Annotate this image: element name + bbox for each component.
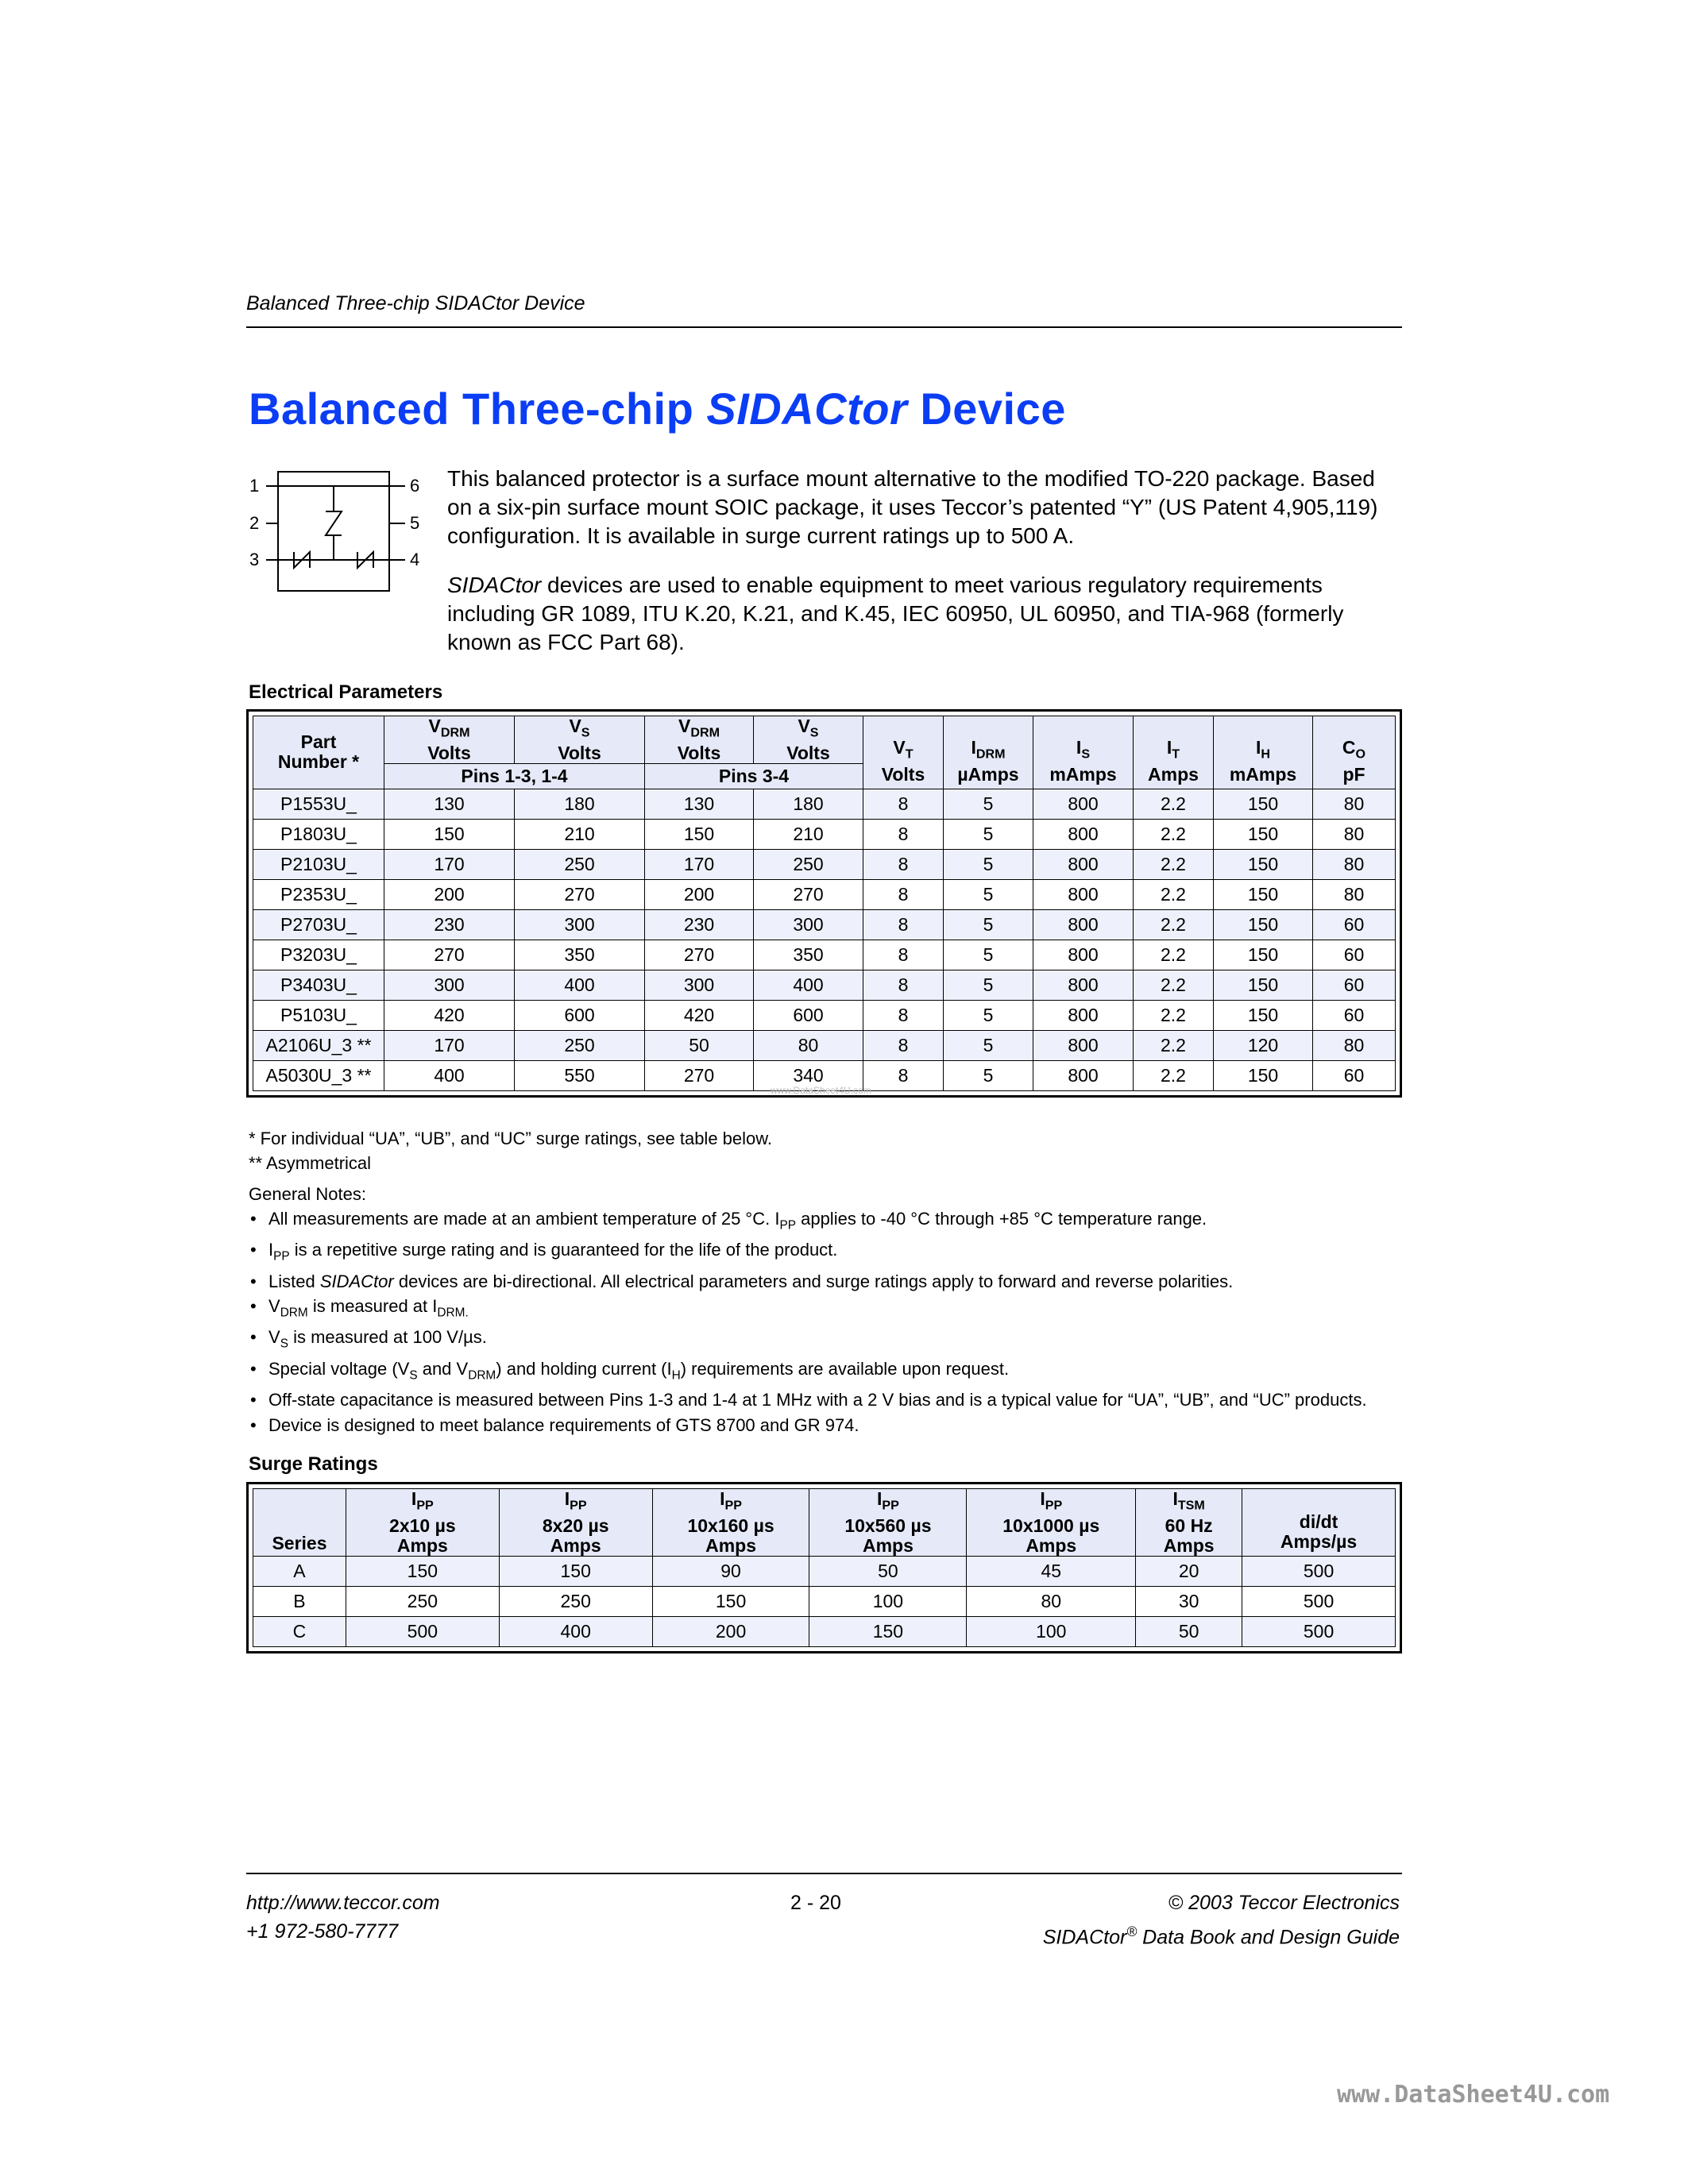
general-notes-list [249,1206,1408,1437]
surge-cell: 45 [967,1556,1136,1586]
footer-copyright: © 2003 Teccor Electronics [1168,1892,1400,1914]
electrical-cell: 2.2 [1134,909,1214,940]
electrical-cell: 300 [515,909,645,940]
electrical-parameters-frame [246,709,1402,1098]
electrical-cell: 170 [384,1030,515,1060]
header-ipp-8x20: $I_{PP}$ 8x20 µs Amps [499,1489,652,1557]
electrical-cell: 130 [384,789,515,819]
footer-url-link[interactable]: http://www.teccor.com [246,1892,440,1914]
electrical-cell: 600 [515,1000,645,1030]
electrical-cell: P1553U_ [253,789,384,819]
electrical-cell: P1803U_ [253,819,384,849]
electrical-cell: 60 [1313,1000,1396,1030]
surge-cell: 150 [499,1556,652,1586]
electrical-cell: 8 [863,940,944,970]
note-5: • $V_S$ is measured at 100 V/µs. [249,1325,1408,1356]
footnote-double-star: ** Asymmetrical [249,1153,372,1173]
surge-cell: 100 [809,1586,967,1616]
table-row [253,819,1396,849]
electrical-cell: P3403U_ [253,970,384,1000]
header-itsm: $I_{TSM}$ 60 Hz Amps [1136,1489,1242,1557]
note-6: • Special voltage ($V_S$ and $V_{DRM}$) and holding current $(I_H)$ requirements are available upon request. [249,1356,1408,1387]
electrical-cell: 2.2 [1134,1030,1214,1060]
electrical-cell: 800 [1033,849,1134,879]
electrical-parameters-body [253,789,1396,1090]
electrical-cell: 5 [944,849,1033,879]
table-row [253,970,1396,1000]
electrical-cell: 150 [645,819,754,849]
electrical-cell: 230 [645,909,754,940]
electrical-cell: 210 [754,819,863,849]
table-row [253,879,1396,909]
electrical-cell: 8 [863,849,944,879]
electrical-cell: 2.2 [1134,789,1214,819]
surge-ratings-frame [246,1482,1402,1653]
electrical-cell: 150 [1214,789,1313,819]
footer-left [246,1889,440,1946]
electrical-cell: 2.2 [1134,970,1214,1000]
surge-ratings-table [253,1488,1396,1647]
electrical-cell: 120 [1214,1030,1313,1060]
electrical-cell: 5 [944,819,1033,849]
surge-cell: 250 [499,1586,652,1616]
notes-block [249,1126,1408,1437]
electrical-cell: 200 [645,879,754,909]
electrical-cell: 80 [1313,789,1396,819]
header-series: Series [253,1489,346,1557]
electrical-cell: 300 [384,970,515,1000]
electrical-cell: P2353U_ [253,879,384,909]
electrical-cell: 80 [1313,819,1396,849]
title-prefix: Balanced Three-chip [249,384,707,434]
electrical-cell: 400 [754,970,863,1000]
surge-cell: 150 [346,1556,499,1586]
surge-cell: 100 [967,1616,1136,1646]
footer-rule [246,1873,1402,1874]
general-notes-label: General Notes: [249,1184,366,1204]
header-vdrm-34: $V_{DRM}$ Volts [645,716,754,764]
header-ipp-2x10: $I_{PP}$ 2x10 µs Amps [346,1489,499,1557]
electrical-cell: 200 [384,879,515,909]
surge-cell: 50 [809,1556,967,1586]
electrical-cell: 150 [384,819,515,849]
footnote-star: * For individual “UA”, “UB”, and “UC” surge ratings, see table below. [249,1129,773,1148]
electrical-cell: 270 [384,940,515,970]
electrical-cell: 270 [645,940,754,970]
page-title [249,383,1066,434]
electrical-cell: 800 [1033,879,1134,909]
electrical-cell: 60 [1313,940,1396,970]
electrical-cell: 8 [863,819,944,849]
footer-phone: +1 972-580-7777 [246,1920,399,1943]
header-vs-13: $V_S$ Volts [515,716,645,764]
electrical-cell: 270 [515,879,645,909]
electrical-cell: P2703U_ [253,909,384,940]
electrical-cell: 250 [515,849,645,879]
header-ipp-10x160: $I_{PP}$ 10x160 µs Amps [652,1489,809,1557]
surge-cell: 30 [1136,1586,1242,1616]
surge-cell: 150 [652,1586,809,1616]
electrical-cell: 2.2 [1134,1000,1214,1030]
note-3: • Listed SIDACtor devices are bi-directional. All electrical parameters and surge ratings apply to forward and reverse polarities. [249,1269,1408,1294]
electrical-cell: 80 [754,1030,863,1060]
header-ih: $I_H$ mAmps [1214,716,1313,789]
electrical-cell: 400 [384,1060,515,1090]
table-row [253,1616,1396,1646]
electrical-cell: 350 [754,940,863,970]
electrical-cell: 60 [1313,909,1396,940]
header-didt: di/dt Amps/µs [1242,1489,1396,1557]
header-idrm: $I_{DRM}$ µAmps [944,716,1033,789]
electrical-cell: 800 [1033,1000,1134,1030]
surge-cell: A [253,1556,346,1586]
intro-paragraph-2-text: devices are used to enable equipment to meet various regulatory requirements including GR 1089, ITU K.20, K.21, and K.45, IEC 60950, UL 60950, and TIA-968 (formerly known as FCC Part 68). [447,573,1344,654]
electrical-cell: 5 [944,940,1033,970]
electrical-cell: 300 [645,970,754,1000]
y-configuration-schematic-icon [246,470,425,597]
electrical-cell: A5030U_3 ** [253,1060,384,1090]
electrical-cell: 170 [384,849,515,879]
electrical-cell: 420 [384,1000,515,1030]
electrical-cell: 340 [754,1060,863,1090]
electrical-cell: 60 [1313,970,1396,1000]
electrical-cell: 150 [1214,909,1313,940]
electrical-cell: 300 [754,909,863,940]
electrical-cell: 420 [645,1000,754,1030]
electrical-cell: 8 [863,789,944,819]
table-row [253,1586,1396,1616]
electrical-cell: 150 [1214,1000,1313,1030]
electrical-cell: 150 [1214,970,1313,1000]
electrical-cell: 550 [515,1060,645,1090]
electrical-cell: 250 [515,1030,645,1060]
note-4: • $V_{DRM}$ is measured at $I_{DRM.}$ [249,1294,1408,1325]
surge-cell: 250 [346,1586,499,1616]
pin-2-label: 2 [249,513,260,533]
electrical-cell: 250 [754,849,863,879]
note-7: • Off-state capacitance is measured between Pins 1-3 and 1-4 at 1 MHz with a 2 V bias and is a typical value for “UA”, “UB”, and “UC” products. [249,1387,1408,1413]
pin-6-label: 6 [410,476,420,496]
table-row [253,1000,1396,1030]
table-row [253,940,1396,970]
electrical-cell: 8 [863,879,944,909]
electrical-cell: 170 [645,849,754,879]
electrical-cell: 130 [645,789,754,819]
header-rule [246,326,1402,328]
note-2: • $I_{PP}$ is a repetitive surge rating and is guaranteed for the life of the product. [249,1237,1408,1268]
electrical-cell: 180 [515,789,645,819]
surge-cell: 150 [809,1616,967,1646]
electrical-parameters-table [253,716,1396,1091]
electrical-cell: 350 [515,940,645,970]
electrical-cell: 60 [1313,1060,1396,1090]
electrical-cell: 5 [944,1030,1033,1060]
electrical-cell: 2.2 [1134,940,1214,970]
note-1: • All measurements are made at an ambient temperature of 25 °C. $I_{PP}$ applies to -40 °C through +85 °C temperature range. [249,1206,1408,1237]
surge-cell: 500 [1242,1556,1396,1586]
electrical-parameters-label: Electrical Parameters [249,681,443,703]
electrical-cell: 2.2 [1134,819,1214,849]
surge-cell: 90 [652,1556,809,1586]
title-suffix: Device [907,384,1066,434]
intro-paragraph-1: This balanced protector is a surface mount alternative to the modified TO-220 package. Based on a six-pin surface mount SOIC package, it uses Teccor’s patented “Y” (US Patent 4,905,119) configuration. It is available in surge current ratings up to 500 A. [447,466,1378,548]
intro-paragraph-2 [447,571,1400,657]
electrical-cell: 5 [944,789,1033,819]
electrical-cell: 180 [754,789,863,819]
inline-watermark: www.DataSheet4U.com [771,1085,871,1096]
header-ipp-10x560: $I_{PP}$ 10x560 µs Amps [809,1489,967,1557]
surge-cell: B [253,1586,346,1616]
surge-cell: 500 [346,1616,499,1646]
electrical-cell: 8 [863,1060,944,1090]
surge-cell: C [253,1616,346,1646]
electrical-cell: 150 [1214,819,1313,849]
surge-cell: 20 [1136,1556,1242,1586]
table-row [253,789,1396,819]
surge-cell: 400 [499,1616,652,1646]
electrical-cell: P3203U_ [253,940,384,970]
header-it: $I_T$ Amps [1134,716,1214,789]
header-pins-34: Pins 3-4 [645,763,863,789]
header-is: $I_S$ mAmps [1033,716,1134,789]
electrical-cell: P2103U_ [253,849,384,879]
header-co: $C_O$ pF [1313,716,1396,789]
electrical-cell: 2.2 [1134,879,1214,909]
electrical-cell: 150 [1214,940,1313,970]
header-vs-34: $V_S$ Volts [754,716,863,764]
pin-1-label: 1 [249,476,260,496]
surge-cell: 500 [1242,1586,1396,1616]
electrical-cell: 210 [515,819,645,849]
table-row [253,1556,1396,1586]
electrical-cell: 5 [944,1060,1033,1090]
electrical-cell: A2106U_3 ** [253,1030,384,1060]
pin-3-label: 3 [249,550,260,569]
surge-cell: 500 [1242,1616,1396,1646]
header-part-number: Part Number * [253,716,384,789]
electrical-cell: 800 [1033,909,1134,940]
electrical-cell: 2.2 [1134,1060,1214,1090]
footer-right [1043,1889,1400,1951]
surge-ratings-body [253,1556,1396,1646]
header-vt: $V_T$ Volts [863,716,944,789]
electrical-cell: 8 [863,1000,944,1030]
electrical-cell: 600 [754,1000,863,1030]
site-watermark: www.DataSheet4U.com [1337,2081,1610,2109]
electrical-cell: 5 [944,1000,1033,1030]
electrical-cell: 270 [645,1060,754,1090]
electrical-cell: 80 [1313,879,1396,909]
electrical-cell: 800 [1033,789,1134,819]
electrical-cell: P5103U_ [253,1000,384,1030]
electrical-cell: 8 [863,1030,944,1060]
intro-text [447,465,1400,677]
table-row [253,849,1396,879]
electrical-cell: 8 [863,909,944,940]
electrical-cell: 230 [384,909,515,940]
electrical-cell: 2.2 [1134,849,1214,879]
electrical-cell: 5 [944,909,1033,940]
electrical-cell: 150 [1214,849,1313,879]
table-row [253,1030,1396,1060]
electrical-cell: 270 [754,879,863,909]
surge-ratings-label: Surge Ratings [249,1453,378,1475]
surge-cell: 200 [652,1616,809,1646]
electrical-cell: 50 [645,1030,754,1060]
header-vdrm-13: $V_{DRM}$ Volts [384,716,515,764]
note-8: • Device is designed to meet balance requirements of GTS 8700 and GR 974. [249,1413,1408,1437]
footer-page-number: 2 - 20 [790,1892,841,1914]
electrical-cell: 80 [1313,849,1396,879]
electrical-cell: 5 [944,879,1033,909]
electrical-cell: 8 [863,970,944,1000]
electrical-cell: 800 [1033,1030,1134,1060]
surge-cell: 50 [1136,1616,1242,1646]
footer-book-title: SIDACtor® Data Book and Design Guide [1042,1924,1400,1949]
electrical-cell: 150 [1214,1060,1313,1090]
title-italic: SIDACtor [706,384,908,434]
header-pins-13-14: Pins 1-3, 1-4 [384,763,645,789]
table-row [253,909,1396,940]
pin-5-label: 5 [410,513,420,533]
electrical-cell: 5 [944,970,1033,1000]
electrical-cell: 400 [515,970,645,1000]
electrical-cell: 800 [1033,940,1134,970]
electrical-cell: 80 [1313,1030,1396,1060]
surge-cell: 80 [967,1586,1136,1616]
electrical-cell: 800 [1033,970,1134,1000]
pin-4-label: 4 [410,550,420,569]
electrical-cell: 800 [1033,819,1134,849]
running-header: Balanced Three-chip SIDACtor Device [246,292,585,314]
header-ipp-10x1000: $I_{PP}$ 10x1000 µs Amps [967,1489,1136,1557]
electrical-cell: 800 [1033,1060,1134,1090]
intro-sidactor-italic: SIDACtor [447,573,542,597]
electrical-cell: 150 [1214,879,1313,909]
